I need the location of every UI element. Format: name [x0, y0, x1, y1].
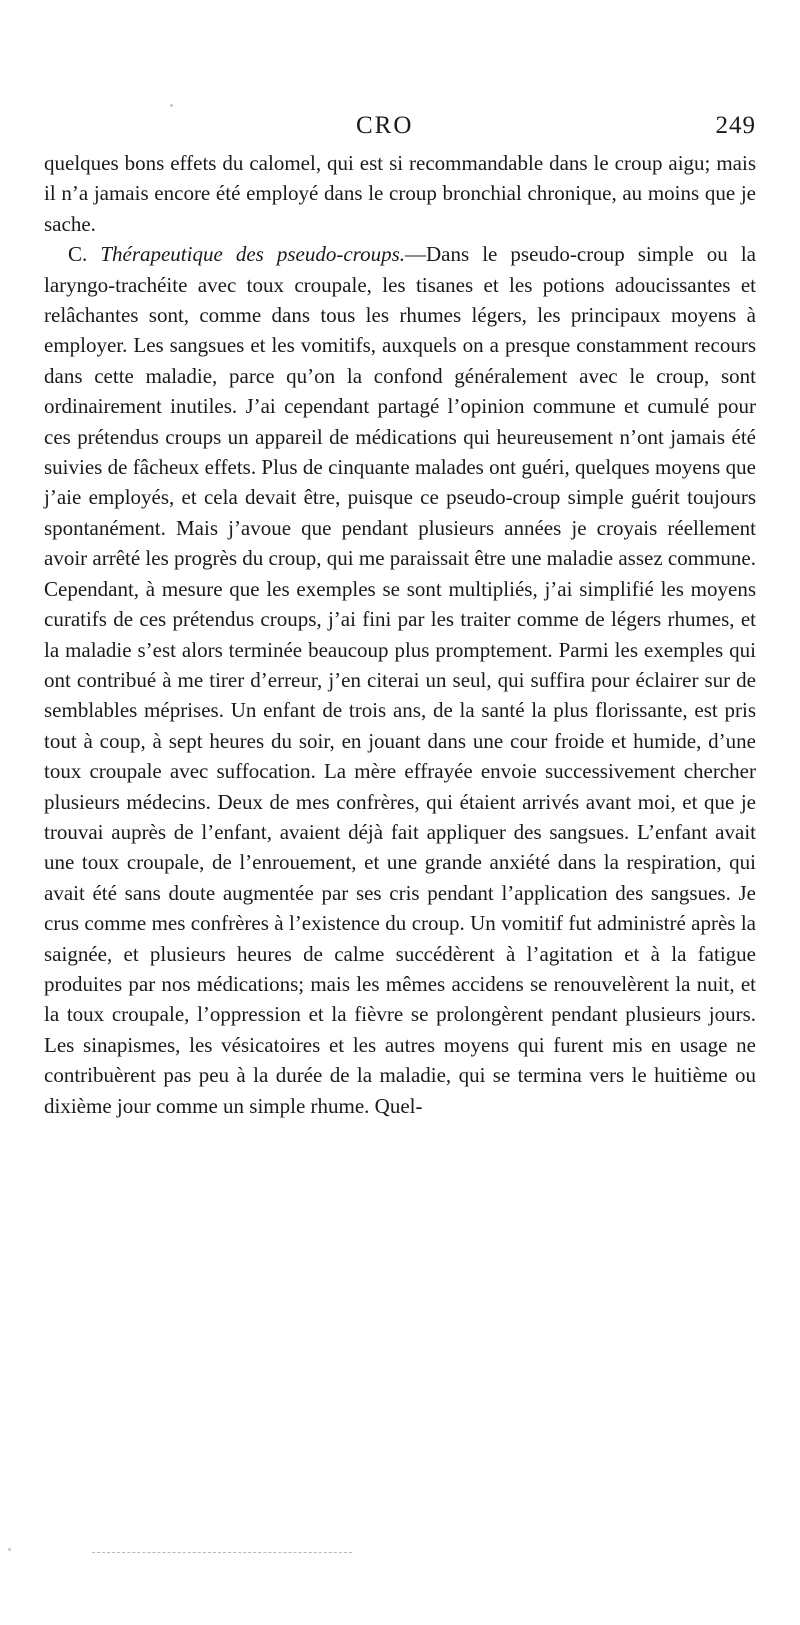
bottom-edge-marks: [92, 1552, 352, 1553]
running-title: CRO: [356, 112, 414, 139]
page-speck: [170, 104, 173, 107]
paragraph-therapeutics: [44, 239, 756, 1121]
paragraph-text: —Dans le pseudo-croup simple ou la laryngo-trachéite avec toux croupale, les tisanes et les potions adoucissantes et relâchantes sont, comme dans tous les rhumes légers, les principaux moyens à employer. Les sangsues et les vomitifs, auxquels on a presque constamment recours dans cette maladie, parce qu’on la confond généralement avec le croup, sont ordinairement inutiles. J’ai cependant partagé l’opinion commune et cumulé pour ces prétendus croups un appareil de médications qui heureusement n’ont jamais été suivies de fâcheux effets. Plus de cinquante malades ont guéri, quelques moyens que j’aie employés, et cela devait être, puisque ce pseudo-croup simple guérit toujours spontanément. Mais j’avoue que pendant plusieurs années je croyais réellement avoir arrêté les progrès du croup, qui me paraissait être une maladie assez commune. Cependant, à mesure que les exemples se sont multipliés, j’ai simplifié les moyens curatifs de ces prétendus croups, j’ai fini par les traiter comme de légers rhumes, et la maladie s’est alors terminée beaucoup plus promptement. Parmi les exemples qui ont contribué à me tirer d’erreur, j’en citerai un seul, qui suffira pour éclairer sur de semblables méprises. Un enfant de trois ans, de la santé la plus florissante, est pris tout à coup, à sept heures du soir, en jouant dans une cour froide et humide, d’une toux croupale avec suffocation. La mère effrayée envoie successivement chercher plusieurs médecins. Deux de mes confrères, qui étaient arrivés avant moi, et que je trouvai auprès de l’enfant, avaient déjà fait appliquer des sangsues. L’enfant avait une toux croupale, de l’enrouement, et une grande anxiété dans la respiration, qui avait été sans doute augmentée par ses cris pendant l’application des sangsues. Je crus comme mes confrères à l’existence du croup. Un vomitif fut administré après la saignée, et plusieurs heures de calme succédèrent à l’agitation et à la fatigue produites par nos médications; mais les mêmes accidens se renouvelèrent la nuit, et la toux croupale, l’oppression et la fièvre se prolongèrent pendant plusieurs jours. Les sinapismes, les vésicatoires et les autres moyens qui furent mis en usage ne contribuèrent pas peu à la durée de la maladie, qui se termina vers le huitième ou dixième jour comme un simple rhume. Quel-: [44, 242, 756, 1118]
running-head: [44, 112, 756, 142]
section-heading: Thérapeutique des pseudo-croups.: [100, 242, 405, 267]
paragraph-continuation: quelques bons effets du calomel, qui est si recommandable dans le croup aigu; mais il n’a jamais encore été employé dans le croup bronchial chronique, au moins que je sache.: [44, 151, 756, 236]
page-number: 249: [715, 112, 756, 139]
section-label: C.: [68, 242, 88, 267]
text-block: [44, 148, 756, 1121]
page-speck: [8, 1548, 11, 1551]
